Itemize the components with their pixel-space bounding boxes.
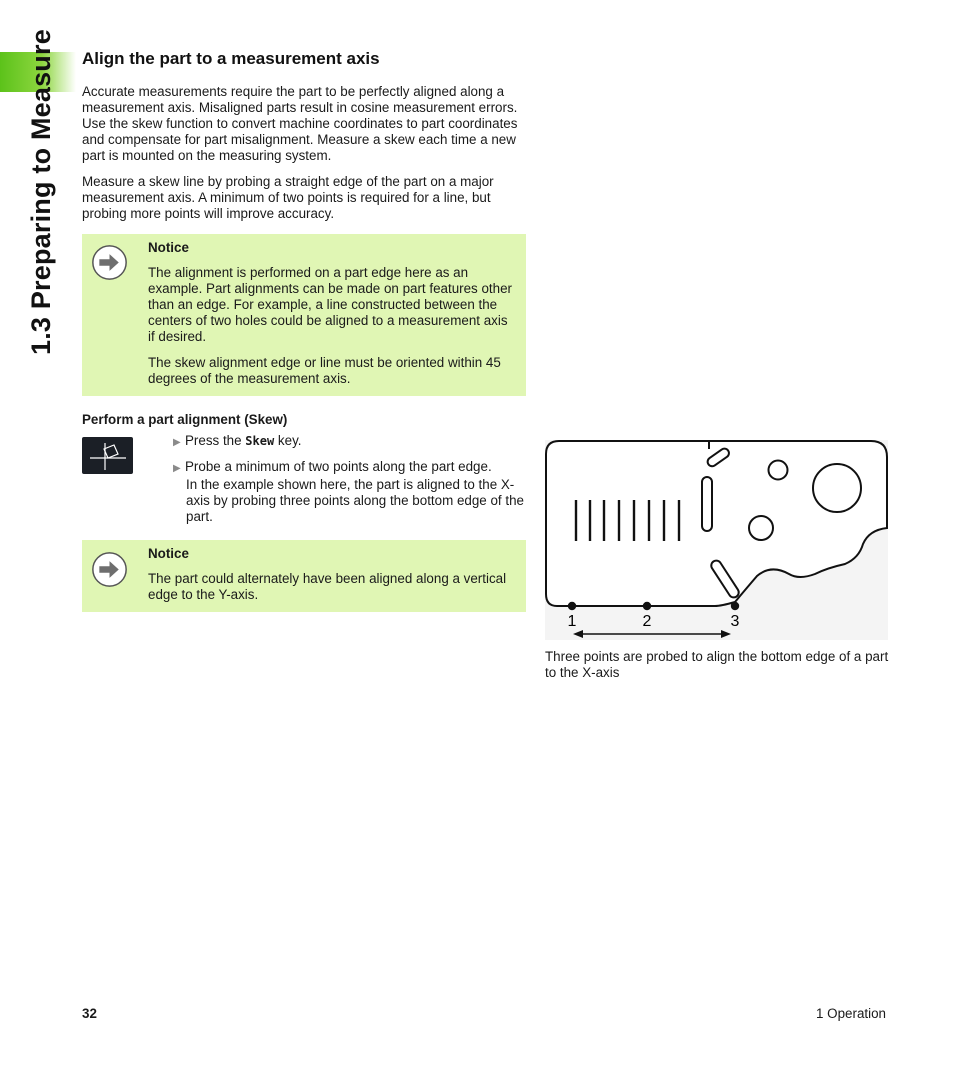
- notice-text: The alignment is performed on a part edge here as an example. Part alignments can be made on part features other than an edge. For example, a line constructed between the centers of two holes could be aligned to a measurement axis if desired.: [148, 265, 512, 344]
- notice-heading: Notice: [148, 240, 189, 255]
- notice-heading: Notice: [148, 546, 189, 561]
- notice-text: The part could alternately have been aligned along a vertical edge to the Y-axis.: [148, 571, 507, 602]
- probe-point: [643, 602, 651, 610]
- skew-line-paragraph: Measure a skew line by probing a straight edge of the part on a major measurement axis. A minimum of two points is required for a line, but probing more points will improve accuracy.: [82, 174, 494, 221]
- figure-caption: Three points are probed to align the bottom edge of a part to the X-axis: [545, 649, 889, 680]
- skew-key-icon: [82, 437, 133, 474]
- page-number: 32: [82, 1006, 97, 1021]
- probe-point-label: 1: [567, 613, 577, 630]
- step-press-skew: ▶ Press the Skew key.: [173, 433, 302, 448]
- part-alignment-figure: [545, 440, 888, 640]
- probe-point-label: 2: [642, 613, 652, 630]
- arrow-right-circle-icon: [91, 551, 128, 588]
- section-title: Align the part to a measurement axis: [82, 49, 380, 68]
- chapter-footer: 1 Operation: [816, 1006, 886, 1021]
- skew-key-label: Skew: [245, 434, 275, 448]
- intro-paragraph: Accurate measurements require the part to be perfectly aligned along a measurement axis. Misaligned parts result in cosine measurement errors. Use the skew function to convert machine coordinates to part coordinates and compensate for part misalignment. Measure a skew each time a new part is mounted on the measuring system.: [82, 84, 518, 163]
- step-probe-points: ▶ Probe a minimum of two points along the part edge. In the example shown here, the part is aligned to the X-axis by probing three points along the bottom edge of the part.: [173, 459, 524, 524]
- chapter-side-title: 1.3 Preparing to Measure: [26, 29, 56, 355]
- notice-box: [82, 540, 526, 612]
- probe-point: [731, 602, 739, 610]
- probe-point: [568, 602, 576, 610]
- procedure-title: Perform a part alignment (Skew): [82, 412, 288, 427]
- probe-point-label: 3: [730, 613, 740, 630]
- notice-text: The skew alignment edge or line must be oriented within 45 degrees of the measurement axis.: [148, 355, 501, 386]
- arrow-right-circle-icon: [91, 244, 128, 281]
- notice-box: [82, 234, 526, 396]
